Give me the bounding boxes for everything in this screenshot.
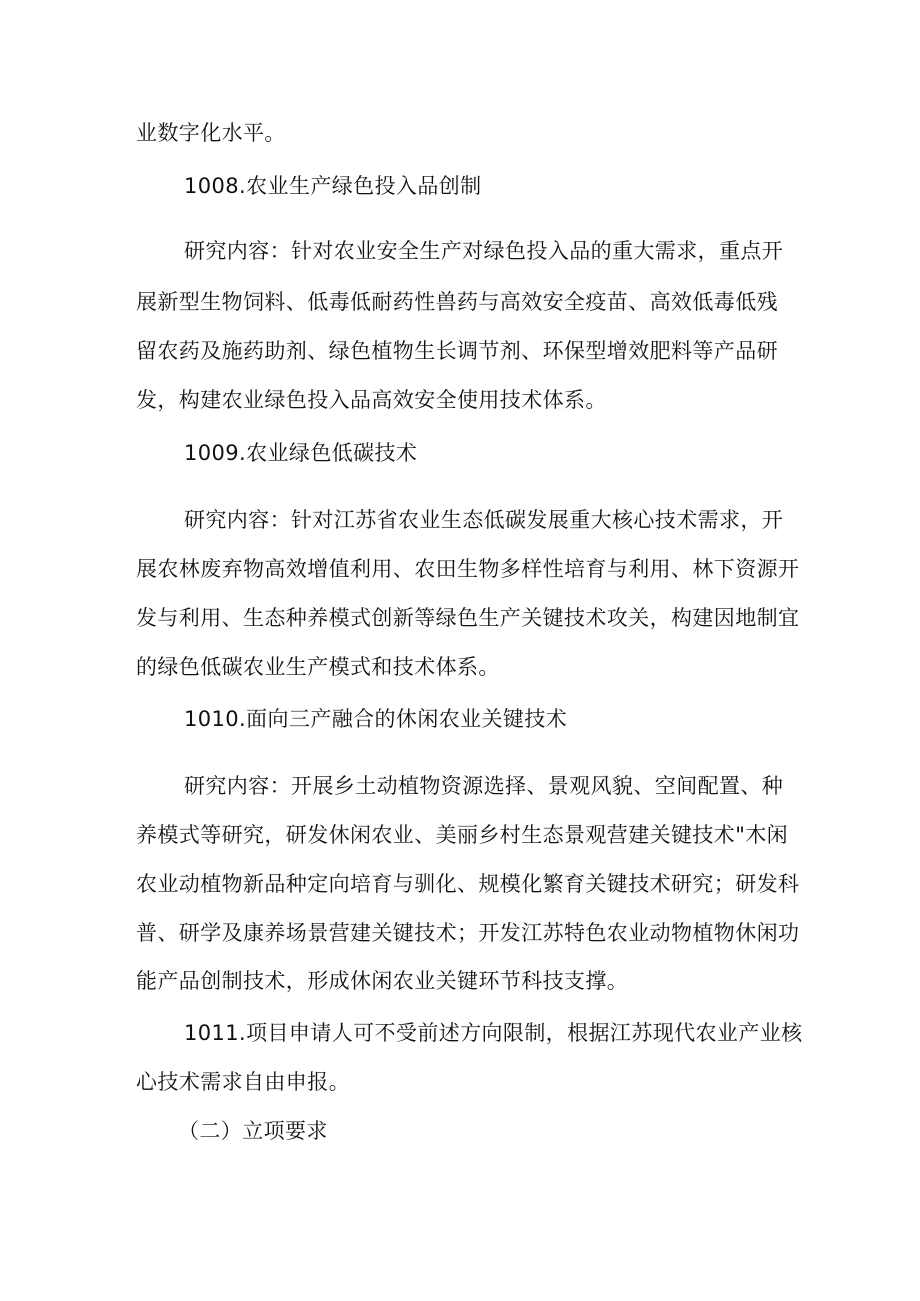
section-heading-1009: 1009.农业绿色低碳技术 <box>184 441 418 465</box>
text-line: 留农药及施药助剂、绿色植物生长调节剂、环保型增效肥料等产品研 <box>136 339 778 363</box>
text-line: 普、研学及康养场景营建关键技术；开发江苏特色农业动物植物休闲功 <box>136 921 800 945</box>
text-line: 农业动植物新品种定向培育与驯化、规模化繁育关键技术研究；研发科 <box>136 872 800 896</box>
text-line: 发，构建农业绿色投入品高效安全使用技术体系。 <box>136 388 607 412</box>
text-line: 养模式等研究，研发休闲农业、美丽乡村生态景观营建关键技术"木闲 <box>136 823 789 847</box>
text-line: 能产品创制技术，形成休闲农业关键环节科技支撑。 <box>136 969 629 993</box>
text-line: 研究内容：针对农业安全生产对绿色投入品的重大需求，重点开 <box>184 239 784 263</box>
text-line: 心技术需求自由申报。 <box>136 1070 350 1094</box>
text-line: 的绿色低碳农业生产模式和技术体系。 <box>136 655 500 679</box>
text-line: 展农林废弃物高效增值利用、农田生物多样性培育与利用、林下资源开 <box>136 557 800 581</box>
subsection-heading: （二）立项要求 <box>178 1119 328 1143</box>
section-heading-1010: 1010.面向三产融合的休闲农业关键技术 <box>184 707 568 731</box>
section-heading-1011: 1011.项目申请人可不受前述方向限制，根据江苏现代农业产业核 <box>184 1021 803 1045</box>
text-line: 展新型生物饲料、低毒低耐药性兽药与高效安全疫苗、高效低毒低残 <box>136 290 778 314</box>
text-line: 发与利用、生态种养模式创新等绿色生产关键技术攻关，构建因地制宜 <box>136 606 800 630</box>
text-line: 研究内容：开展乡土动植物资源选择、景观风貌、空间配置、种 <box>184 774 784 798</box>
section-heading-1008: 1008.农业生产绿色投入品创制 <box>184 174 482 198</box>
text-line: 研究内容：针对江苏省农业生态低碳发展重大核心技术需求，开 <box>184 508 784 532</box>
text-line: 业数字化水平。 <box>136 121 286 145</box>
